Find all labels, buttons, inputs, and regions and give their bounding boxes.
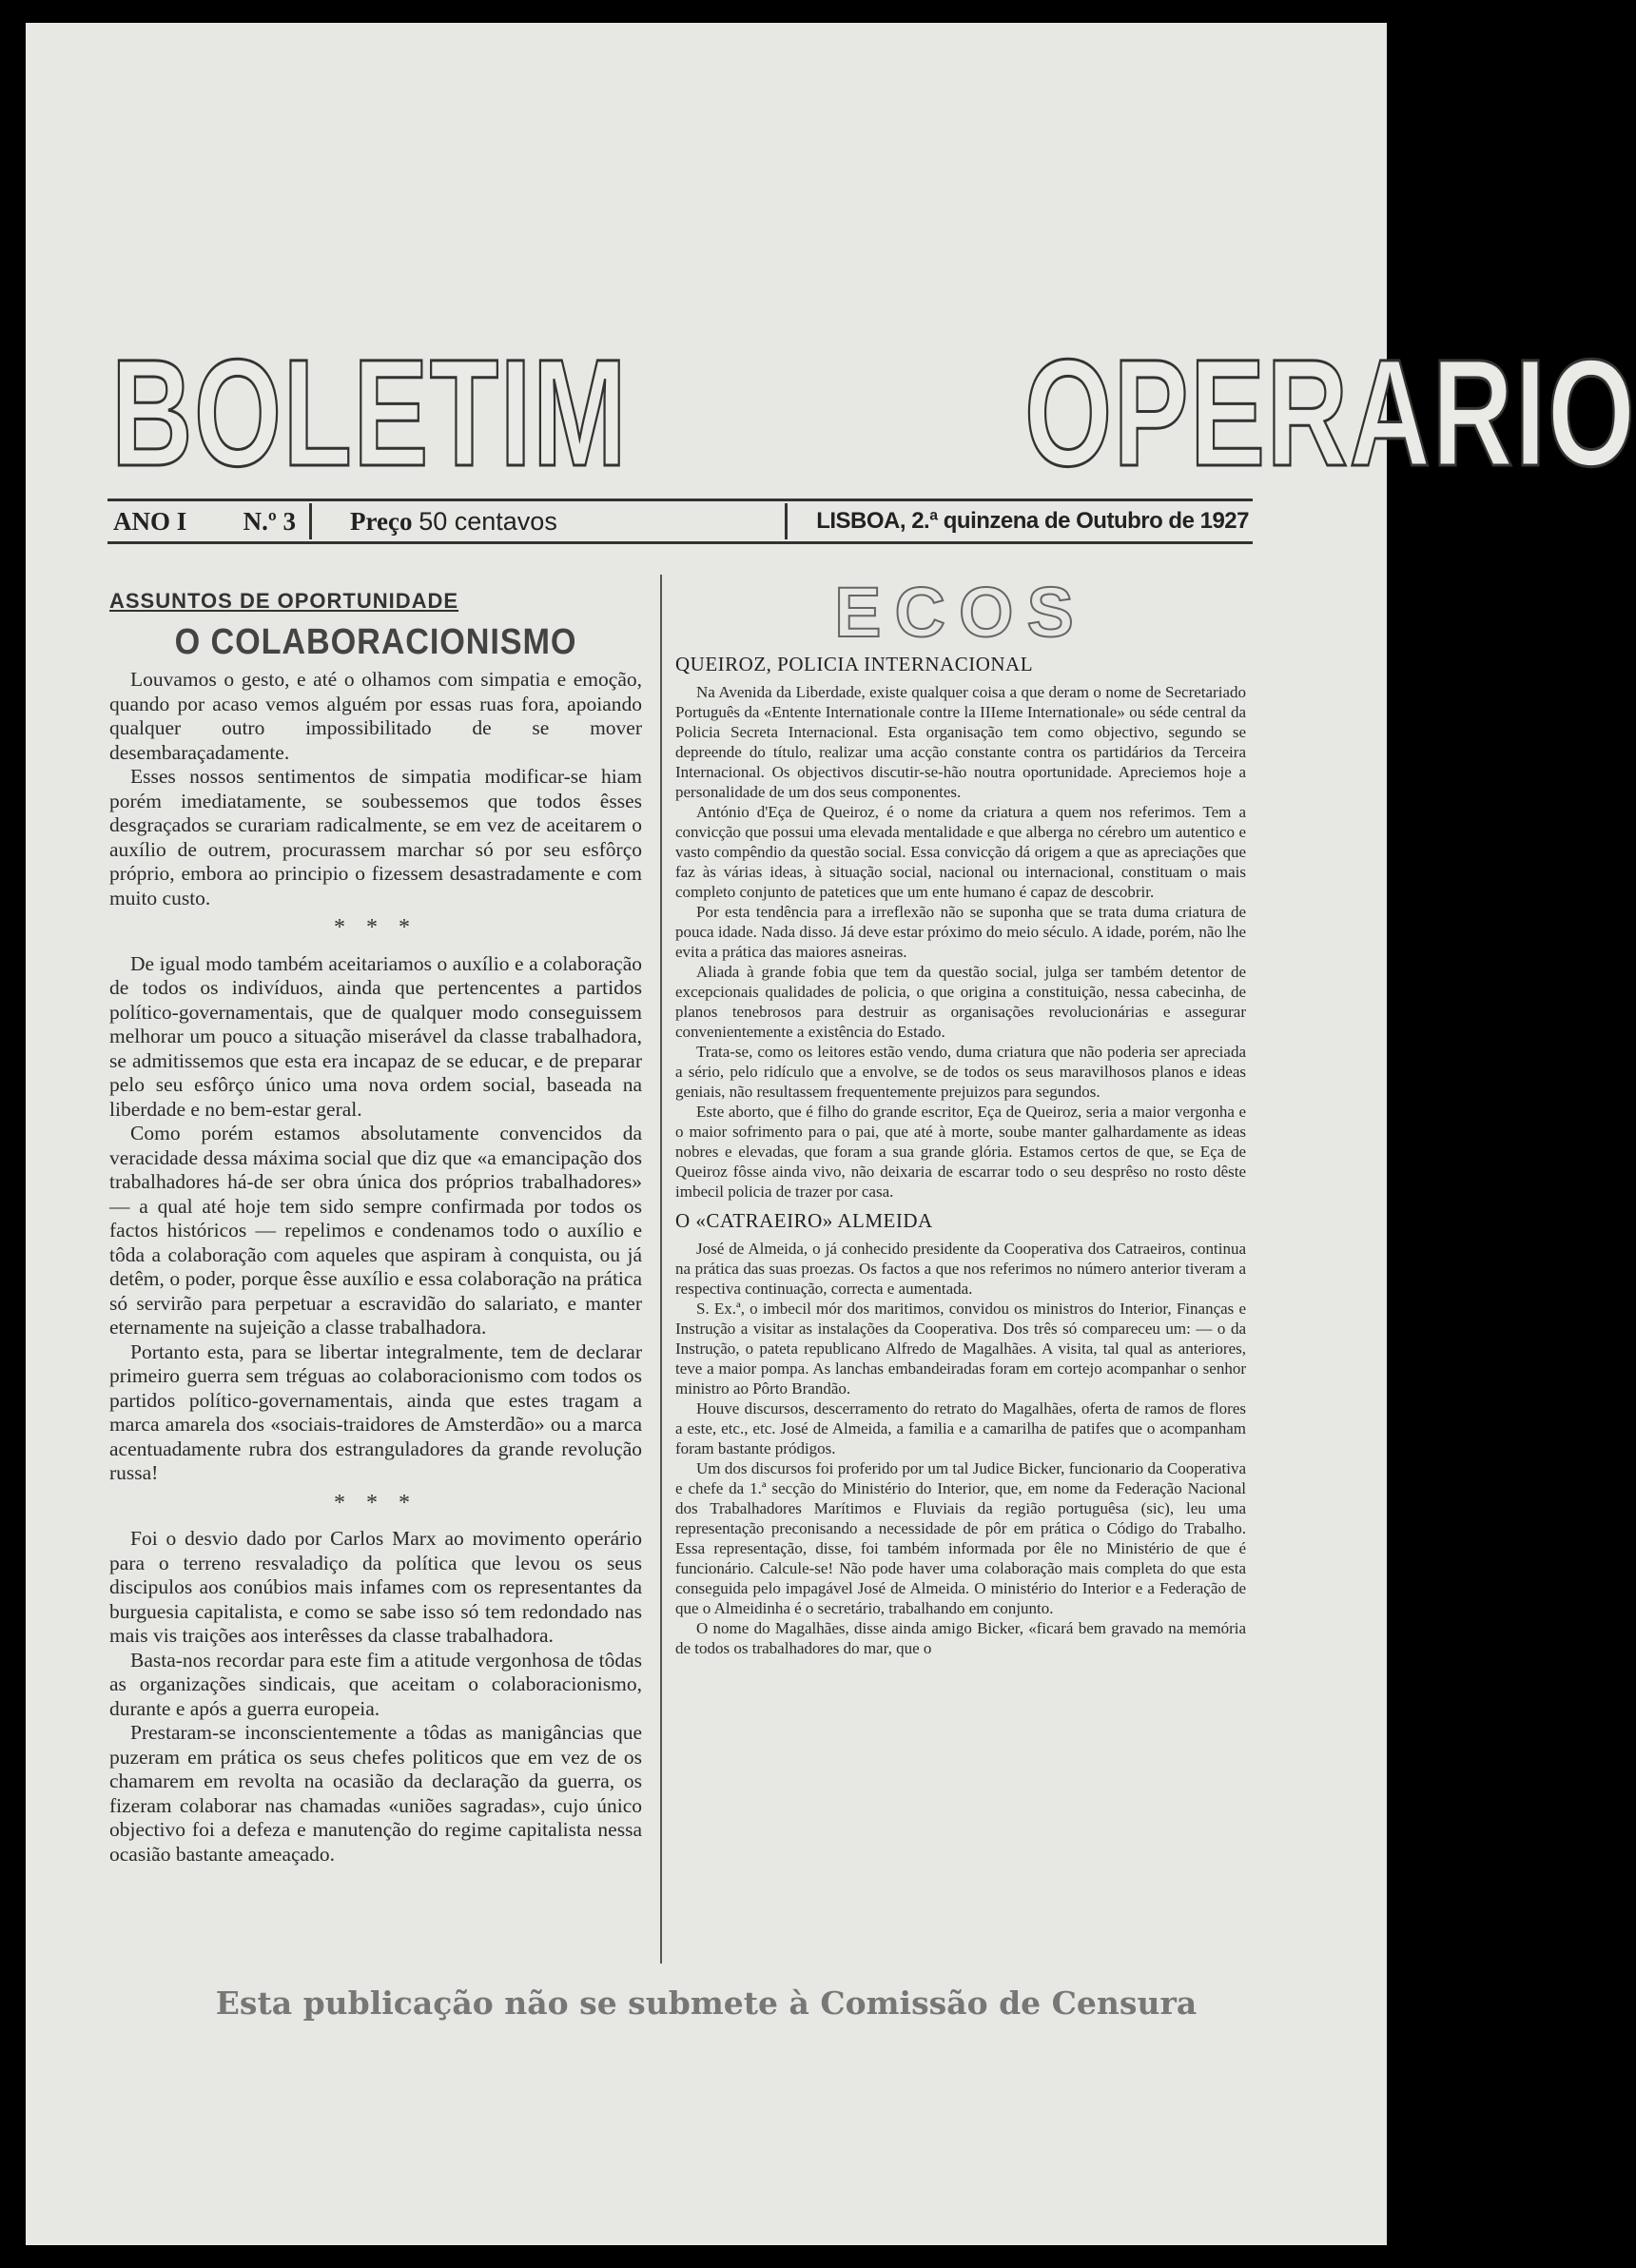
article-paragraph: Louvamos o gesto, e até o olhamos com simpatia e emoção, quando por acaso vemos alguém por essas ruas fora, apoiando qualquer outro impossibilitado de se mover desembaraçadamente.	[109, 668, 642, 764]
article-paragraph: Prestaram-se inconscientemente a tôdas as manigâncias que puzeram em prática os seus chefes politicos que em vez de os chamarem em revolta na ocasião da declaração da guerra, os fizeram colaborar nas chamadas «uniões sagradas», cujo único objectivo foi a defeza e manutenção do regime capitalista nessa ocasião bastante ameaçado.	[109, 1721, 642, 1866]
issue-number: N.º 3	[243, 506, 296, 536]
masthead	[111, 327, 1636, 498]
ecos-heading: ECOS	[834, 573, 1087, 652]
ecos-paragraph: Aliada à grande fobia que tem da questão social, julga ser também detentor de excepcionais qualidades de policia, o que origina a constituição, nessa cabecinha, de planos tenebrosos para destruir as organisações revolucionárias e assegurar convenientemente a existência do Estado.	[675, 963, 1246, 1041]
asterism-separator: * * *	[334, 1490, 418, 1515]
masthead-word-operario: OPERARIO	[1023, 327, 1636, 498]
subheading-catraeiro: O «CATRAEIRO» ALMEIDA	[675, 1209, 933, 1232]
subheading-queiroz: QUEIROZ, POLICIA INTERNACIONAL	[675, 653, 1034, 675]
article-paragraph: Portanto esta, para se libertar integralmente, tem de declarar primeiro guerra sem tréguas ao colaboracionismo com todos os partidos político-governamentais, ainda que estes tragam a marca amarela dos «sociais-traidores de Amsterdão» ou a marca acentuadamente rubra dos estranguladores da grande revolução russa!	[109, 1339, 642, 1484]
masthead-word-boletim: BOLETIM	[111, 327, 629, 498]
right-column	[675, 573, 1246, 1658]
issue-volume-number	[107, 503, 312, 539]
article-paragraph: Basta-nos recordar para este fim a atitude vergonhosa de tôdas as organizações sindicais, que aceitam o colaboracionismo, durante e após a guerra europeia.	[109, 1648, 642, 1720]
bottom-rule	[107, 541, 1253, 544]
article-paragraph: De igual modo também aceitariamos o auxílio e a colaboração de todos os indivíduos, ainda que pertencentes a partidos político-governamentais, que de qualquer modo conseguissem melhorar um pouco a situação miserável da classe trabalhadora, se admitissemos que esta era incapaz de se educar, e de preparar pelo seu esfôrço único uma nova ordem social, baseada na liberdade e no bem-estar geral.	[109, 951, 642, 1121]
newspaper-page	[26, 23, 1636, 2245]
ecos-paragraph: Este aborto, que é filho do grande escritor, Eça de Queiroz, seria a maior vergonha e o maior sofrimento para o pai, que até à morte, soube manter galhardamente as ideas nobres e elevadas, que foram a sua grande glória. Estamos certos de que, se Eça de Queiroz fôsse ainda vivo, não deixaria de escarrar todo o seu desprêso no rosto dêste imbecil policia de trazer por casa.	[675, 1103, 1246, 1201]
column-divider	[660, 575, 662, 1964]
censorship-footer: Esta publicação não se submete à Comissão de Censura	[215, 1984, 1198, 2022]
asterism-separator: * * *	[334, 915, 418, 940]
ecos-paragraph: Houve discursos, descerramento do retrato do Magalhães, oferta de ramos de flores a este, etc., etc. José de Almeida, a familia e a camarilha de patifes que o acompanham foram bastante pródigos.	[675, 1399, 1246, 1457]
ecos-paragraph: Um dos discursos foi proferido por um tal Judice Bicker, funcionario da Cooperativa e chefe da 1.ª secção do Ministério do Interior, que, em nome da Federação Nacional dos Trabalhadores Marítimos e Fluviais da região portuguêsa (sic), leu uma representação preconisando a necessidade de pôr em prática o Código do Trabalho. Essa representação, disse, foi também informada por êle no Ministério de que é funcionário. Calcule-se! Não pode haver uma colaboração mais completa do que esta conseguida pelo impagável José de Almeida. O ministério do Interior e a Federação de que o Almeidinha é o secretário, trabalhando em conjunto.	[675, 1459, 1246, 1617]
article-paragraph: Foi o desvio dado por Carlos Marx ao movimento operário para o terreno resvaladiço da política que levou os seus discipulos aos conúbios mais infames com os representantes da burguesia capitalista, e como se sabe isso só tem redondado nas mais vis traições aos interêsses da classe trabalhadora.	[109, 1527, 642, 1647]
ecos-paragraph: Trata-se, como os leitores estão vendo, duma criatura que não poderia ser apreciada a sério, pelo ridículo que a envolve, se de todos os seus maravilhosos planos e ideas geniais, não resultassem frequentemente prejuizos para segundos.	[675, 1043, 1246, 1101]
volume-label: ANO I	[113, 506, 187, 536]
ecos-paragraph: Por esta tendência para a irreflexão não se suponha que se trata duma criatura de pouca idade. Nada disso. Já deve estar próximo do meio século. A idade, porém, não lhe evita a prática das maiores asneiras.	[675, 903, 1246, 961]
ecos-paragraph: Na Avenida da Liberdade, existe qualquer coisa a que deram o nome de Secretariado Português da «Entente Internationale contre la IIIeme Internationale» ou séde central da Policia Secreta Internacional. Esta organisação tem como objectivo, segundo se depreende do título, realizar uma acção constante contra os partidários da Terceira Internacional. Os objectivos discutir-se-hão noutra oportunidade. Apreciemos hoje a personalidade de um dos seus componentes.	[675, 683, 1246, 801]
article-paragraph: Como porém estamos absolutamente convencidos da veracidade dessa máxima social que diz que «a emancipação dos trabalhadores há-de ser obra única dos próprios trabalhadores» — a qual até hoje tem sido sempre confirmada por todos os factos históricos — repelimos e condenamos todo o auxílio e tôda a colaboração com aqueles que aspiram à conquista, ou já detêm, o poder, porque êsse auxílio e essa colaboração na prática só servirão para perpetuar a escravidão do salariato, e manter eternamente na sujeição a classe trabalhadora.	[109, 1122, 642, 1339]
section-heading: ASSUNTOS DE OPORTUNIDADE	[109, 589, 459, 613]
issue-info-bar	[107, 503, 1253, 539]
issue-price	[312, 503, 788, 539]
ecos-paragraph: José de Almeida, o já conhecido presidente da Cooperativa dos Catraeiros, continua na prática das suas proezas. Os factos a que nos referimos no número anterior tiveram a respectiva continuação, correcta e aumentada.	[675, 1240, 1246, 1298]
left-column	[109, 589, 642, 1867]
ecos-paragraph: O nome do Magalhães, disse ainda amigo Bicker, «ficará bem gravado na memória de todos os trabalhadores do mar, que o	[675, 1619, 1246, 1657]
price-label: Preço	[350, 506, 413, 536]
article-title: O COLABORACIONISMO	[174, 621, 577, 662]
issue-date: LISBOA, 2.ª quinzena de Outubro de 1927	[816, 508, 1249, 534]
ecos-paragraph: António d'Eça de Queiroz, é o nome da criatura a quem nos referimos. Tem a convicção que possui uma elevada mentalidade e que alberga no cérebro um autentico e vasto compêndio da questão social. Essa convicção dá origem a que as apreciações que faz às várias ideas, à situação social, nacional ou internacional, constituam o mais completo conjunto de patetices que um ente humano é capaz de descobrir.	[675, 803, 1246, 901]
top-rule	[107, 499, 1253, 501]
ecos-paragraph: S. Ex.ª, o imbecil mór dos maritimos, convidou os ministros do Interior, Finanças e Instrução a visitar as instalações da Cooperativa. Dos três só compareceu um: — o da Instrução, o pateta republicano Alfredo de Magalhães. A visita, tal qual as anteriores, teve a maior pompa. As lanchas embandeiradas foram em cortejo acompanhar o senhor ministro ao Pôrto Brandão.	[675, 1300, 1246, 1398]
price-value: 50 centavos	[419, 506, 557, 536]
article-paragraph: Esses nossos sentimentos de simpatia modificar-se hiam porém imediatamente, se soubessemos que todos êsses desgraçados se curariam radicalmente, se em vez de aceitarem o auxílio de outrem, procurassem marchar só por seu esfôrço próprio, embora ao principio o fizessem desastradamente e com muito custo.	[109, 765, 642, 909]
